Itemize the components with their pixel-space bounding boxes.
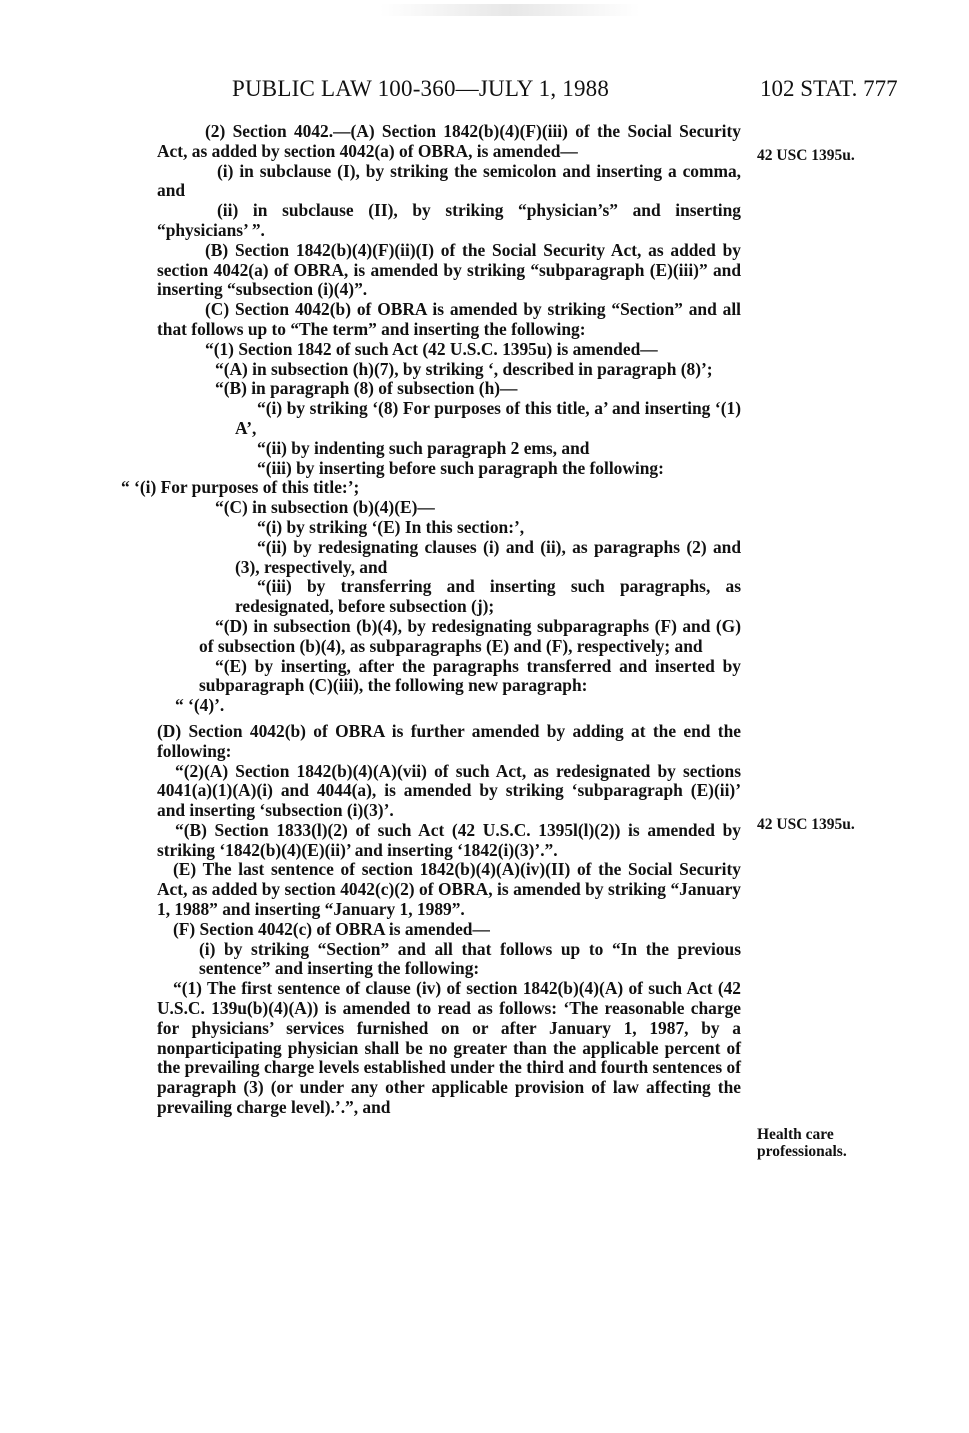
paragraph-section-4042: (2) Section 4042.—(A) Section 1842(b)(4)(F)(iii) of the Social Security Act, as added by section 4042(a) of OBRA, is amended—	[157, 121, 741, 161]
subparagraph-e: (E) The last sentence of section 1842(b)(4)(A)(iv)(II) of the Social Security Act, as added by section 4042(c)(2) of OBRA, is amended by striking “January 1, 1988” and inserting “January 1, 1989”.	[157, 859, 741, 920]
page-header	[0, 76, 969, 106]
statute-body	[121, 121, 741, 1118]
inserted-clause-c-ii: “(ii) by redesignating clauses (i) and (ii), as paragraphs (2) and (3), respectively, and	[235, 536, 741, 577]
inserted-sub-a: “(A) in subsection (h)(7), by striking ‘, described in paragraph (8)’;	[215, 358, 713, 379]
inserted-sub-d: “(D) in subsection (b)(4), by redesignating subparagraphs (F) and (G) of subsection (b)(4), as subparagraphs (E) and (F), respectively; and	[199, 615, 741, 656]
subparagraph-b: (B) Section 1842(b)(4)(F)(ii)(I) of the Social Security Act, as added by section 4042(a) of OBRA, is amended by striking “subparagraph (E)(iii)” and inserting “subsection (i)(4)”.	[157, 239, 741, 300]
header-stat-page: 102 STAT. 777	[760, 76, 898, 101]
inserted-2a: “(2)(A) Section 1842(b)(4)(A)(vii) of such Act, as redesignated by sections 4041(a)(1)(A)(i) and 4044(a), is amended by striking ‘subparagraph (E)(ii)’ and inserting ‘subsection (i)(3)’.	[157, 760, 741, 821]
inserted-heading-i: “ ‘(i) For purposes of this title:’;	[121, 477, 360, 498]
margin-note-health-line1: Health care	[757, 1126, 834, 1143]
margin-note-health	[757, 1126, 847, 1160]
inserted-clause-c-i: “(i) by striking ‘(E) In this section:’,	[257, 516, 525, 537]
inserted-clause-c-iii: “(iii) by transferring and inserting such paragraphs, as redesignated, before subsection (j);	[235, 576, 741, 617]
header-title: PUBLIC LAW 100-360—JULY 1, 1988	[232, 76, 610, 101]
inserted-clause-b-ii: “(ii) by indenting such paragraph 2 ems, and	[257, 437, 590, 458]
inserted-sub-c: “(C) in subsection (b)(4)(E)—	[215, 497, 435, 518]
inserted-para-4: “ ‘(4)’.	[175, 695, 225, 716]
subparagraph-c: (C) Section 4042(b) of OBRA is amended by striking “Section” and all that follows up to “The term” and inserting the following:	[157, 299, 741, 339]
scan-smudge	[380, 4, 640, 16]
inserted-clause-b-i: “(i) by striking ‘(8) For purposes of this title, a’ and inserting ‘(1) A’,	[235, 398, 741, 438]
clause-i: (i) in subclause (I), by striking the semicolon and inserting a comma, and	[157, 160, 741, 201]
margin-note-usc-2: 42 USC 1395u.	[757, 816, 855, 833]
margin-note-usc-1: 42 USC 1395u.	[757, 147, 855, 164]
inserted-para-1: “(1) Section 1842 of such Act (42 U.S.C. 1395u) is amended—	[205, 338, 658, 359]
inserted-sub-e: “(E) by inserting, after the paragraphs transferred and inserted by subparagraph (C)(iii), the following new paragraph:	[199, 655, 741, 696]
inserted-sub-b: “(B) in paragraph (8) of subsection (h)—	[215, 378, 518, 399]
subparagraph-d: (D) Section 4042(b) of OBRA is further amended by adding at the end the following:	[157, 720, 741, 761]
subparagraph-f: (F) Section 4042(c) of OBRA is amended—	[173, 918, 490, 939]
clause-ii: (ii) in subclause (II), by striking “physician’s” and inserting “physicians’ ”.	[157, 200, 741, 240]
inserted-first-sentence: “(1) The first sentence of clause (iv) of section 1842(b)(4)(A) of such Act (42 U.S.C. 139u(b)(4)(A)) is amended to read as follows: ‘The reasonable charge for physicians’ services furnished on or after January 1, 1987, by a nonparticipating physician shall be no greater than the applicable percent of the prevailing charge levels established under the third and fourth sentences of paragraph (3) (or under any other applicable provision of law affecting the prevailing charge level).’.”, and	[157, 978, 741, 1118]
inserted-2b: “(B) Section 1833(l)(2) of such Act (42 U.S.C. 1395l(l)(2)) is amended by striking ‘1842(b)(4)(E)(ii)’ and inserting ‘1842(i)(3)’.”.	[157, 819, 741, 860]
subparagraph-f-clause-i: (i) by striking “Section” and all that follows up to “In the previous sentence” and inserting the following:	[199, 938, 741, 979]
inserted-clause-b-iii: “(iii) by inserting before such paragraph the following:	[257, 457, 664, 478]
margin-note-health-line2: professionals.	[757, 1143, 847, 1160]
